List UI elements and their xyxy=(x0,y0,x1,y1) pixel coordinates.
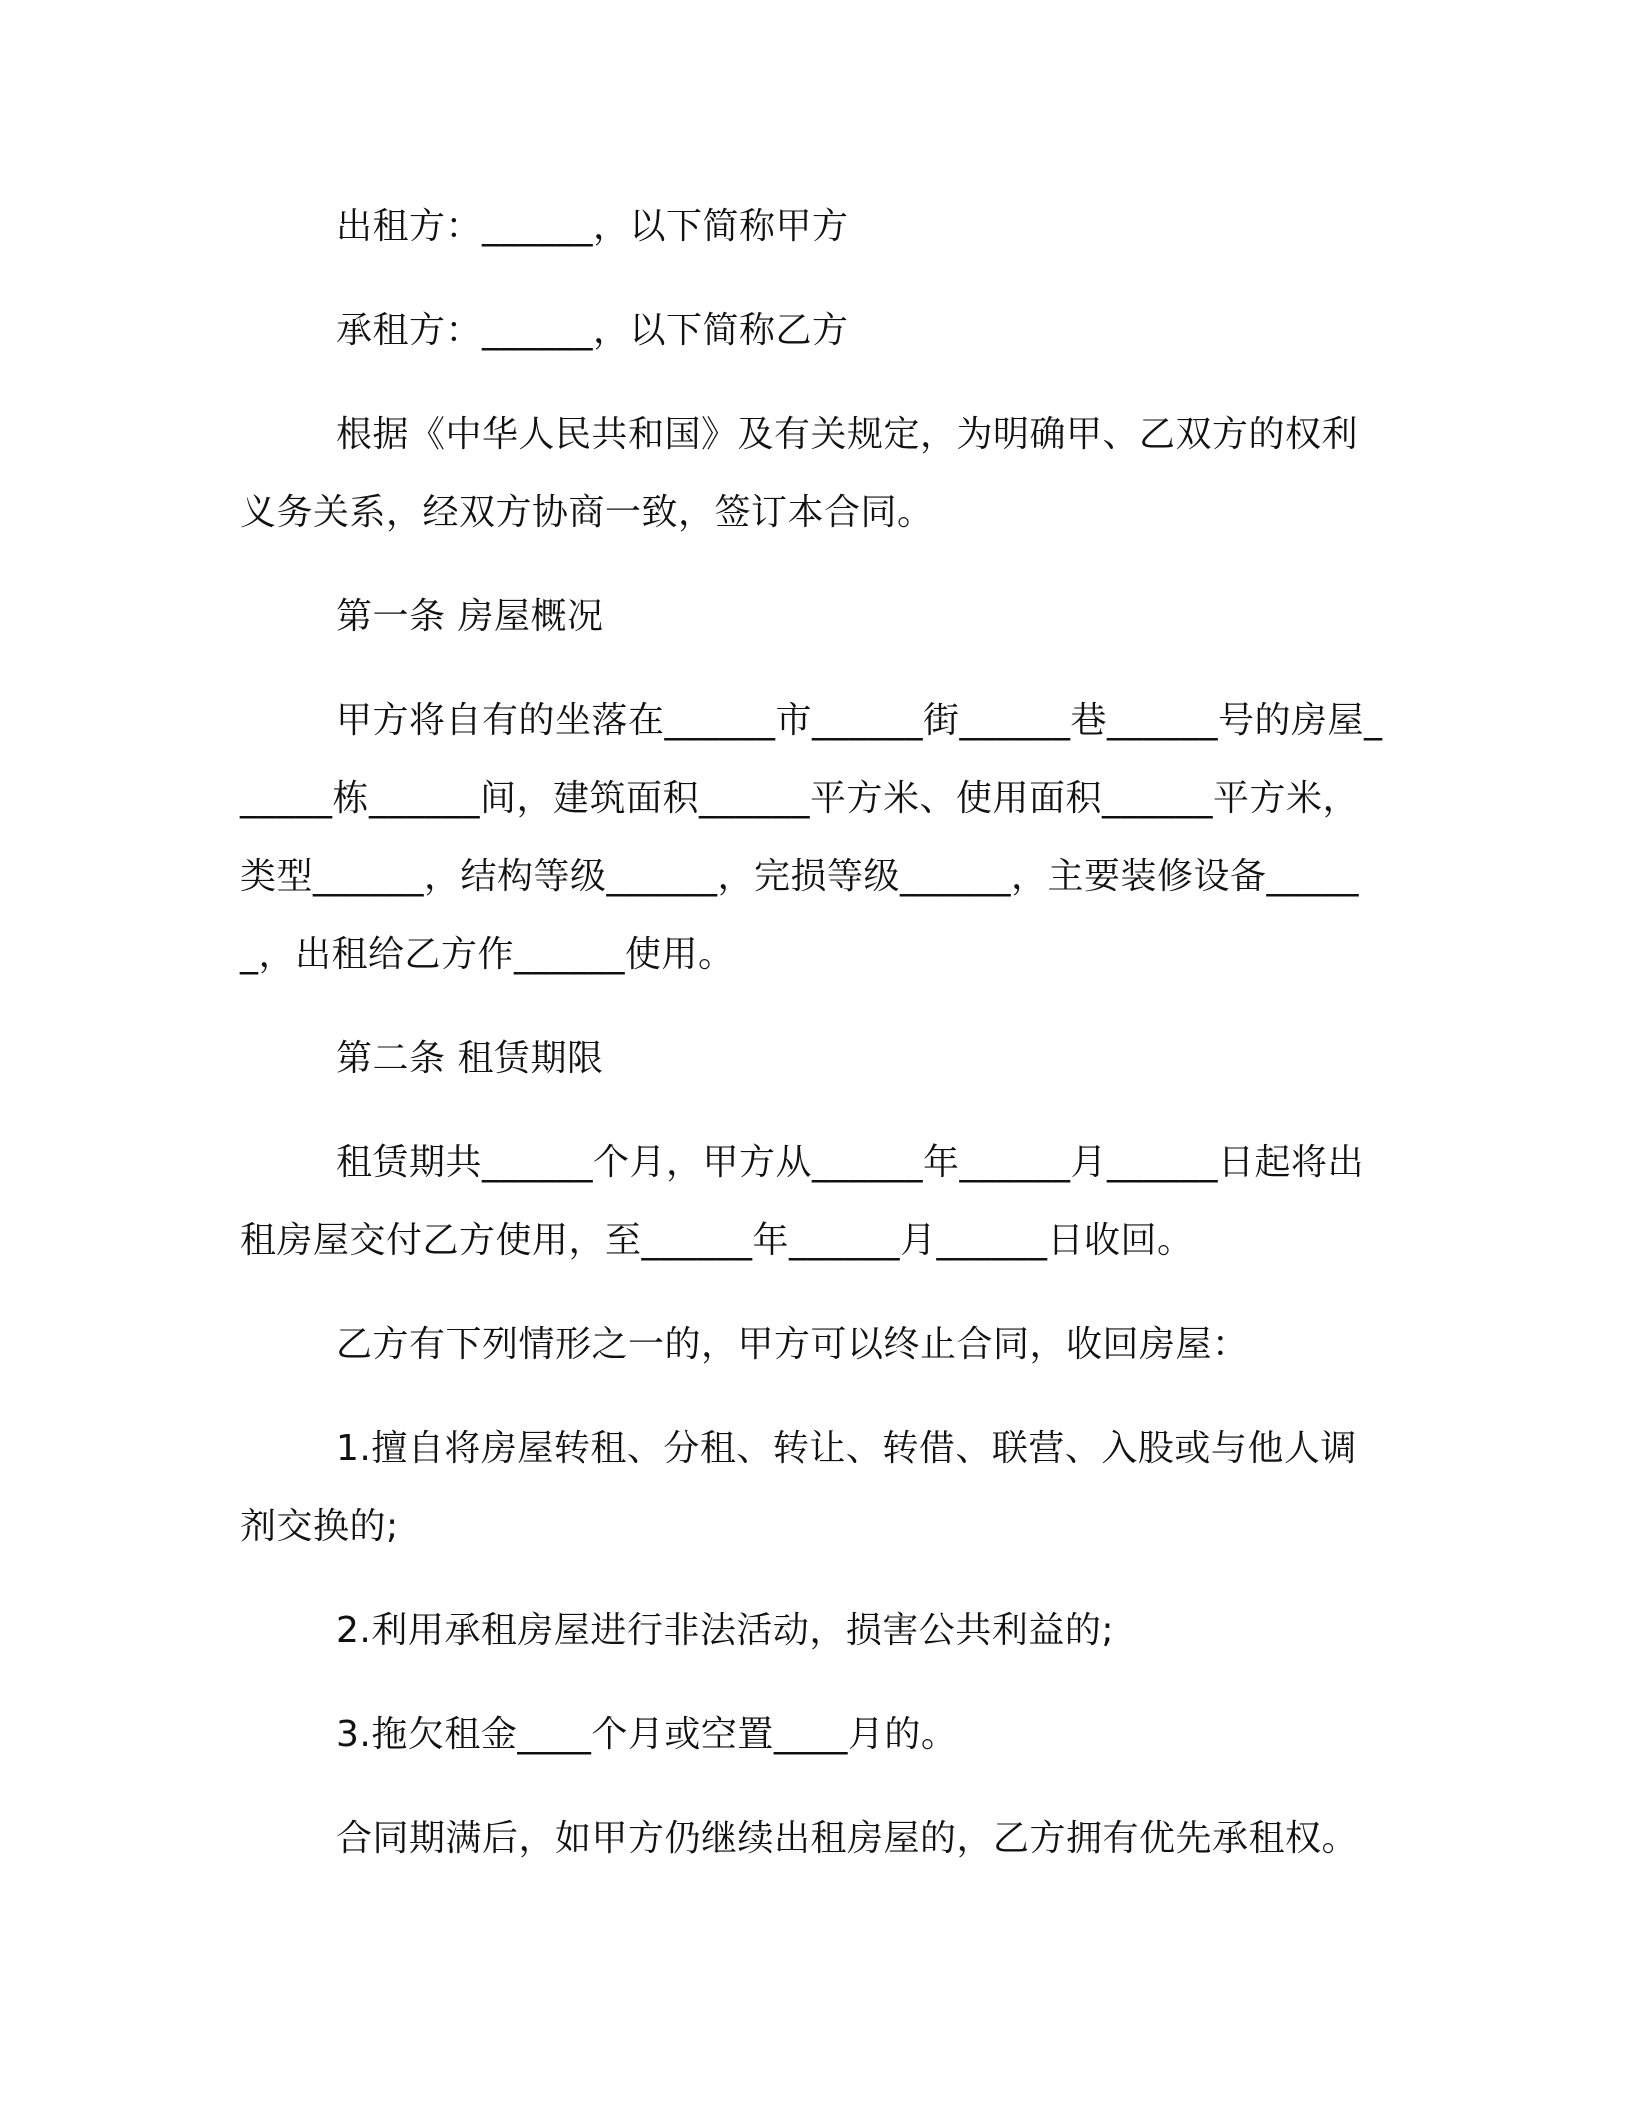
preamble-paragraph: 根据《中华人民共和国》及有关规定，为明确甲、乙双方的权利义务关系，经双方协商一致，签订本合同。 xyxy=(240,414,1359,533)
article-2-heading: 第二条 租赁期限 xyxy=(336,1038,604,1079)
article-2-body: 租赁期共______个月，甲方从______年______月______日起将出租房屋交付乙方使用，至______年______月______日收回。 xyxy=(240,1142,1365,1261)
lessor-line: 出租方：______，以下简称甲方 xyxy=(336,206,849,247)
termination-item-2: 2.利用承租房屋进行非法活动，损害公共利益的; xyxy=(336,1610,1114,1651)
document-page xyxy=(240,188,1392,1878)
termination-item-1: 1.擅自将房屋转租、分租、转让、转借、联营、入股或与他人调剂交换的; xyxy=(240,1428,1357,1547)
termination-item-3: 3.拖欠租金____个月或空置____月的。 xyxy=(336,1714,958,1755)
article-1-body: 甲方将自有的坐落在______市______街______巷______号的房屋______栋______间，建筑面积______平方米、使用面积______平方米，类型______，结构等级______，完损等级______，主要装修设备______，出租给乙方作______使用。 xyxy=(240,700,1383,975)
termination-intro: 乙方有下列情形之一的，甲方可以终止合同，收回房屋： xyxy=(336,1324,1249,1365)
article-1-heading: 第一条 房屋概况 xyxy=(336,596,604,637)
renewal-priority: 合同期满后，如甲方仍继续出租房屋的，乙方拥有优先承租权。 xyxy=(336,1818,1359,1859)
lessee-line: 承租方：______，以下简称乙方 xyxy=(336,310,849,351)
